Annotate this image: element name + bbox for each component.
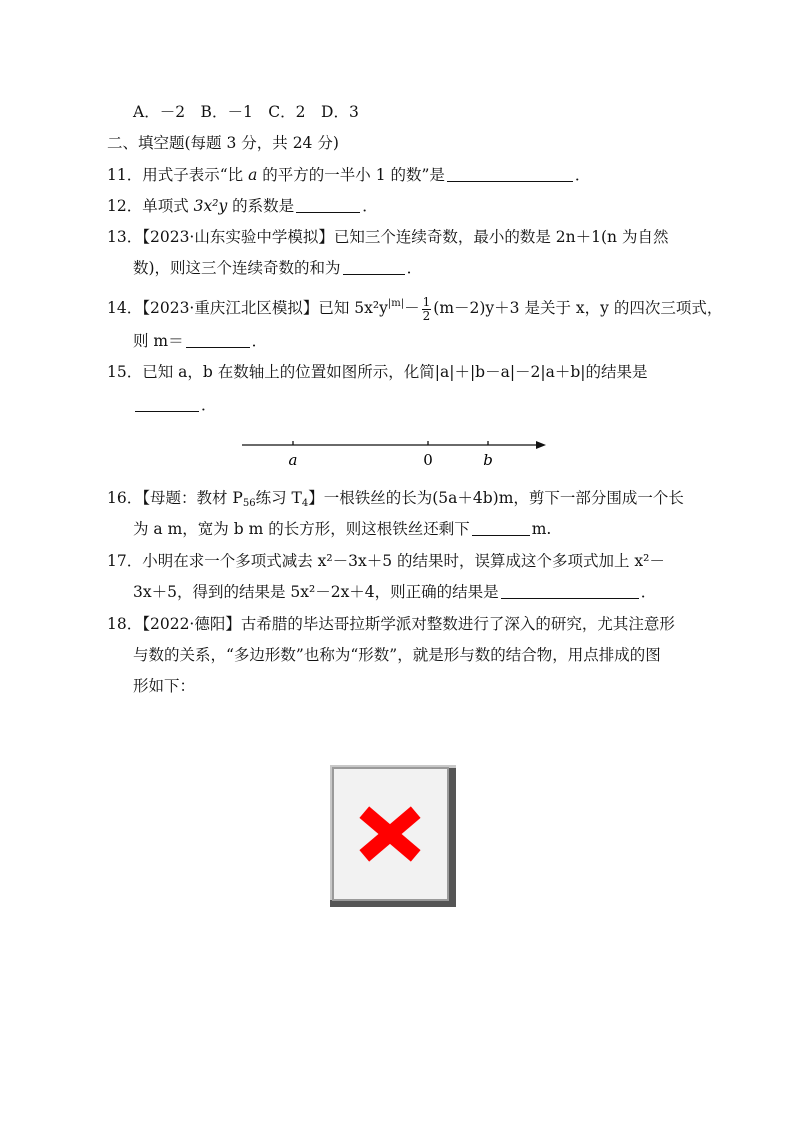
broken-image-icon	[330, 765, 456, 907]
question-14-line1	[107, 295, 722, 323]
question-13-line2	[133, 258, 422, 278]
question-17-line1	[107, 551, 665, 571]
source-tag: 【2023·重庆江北区模拟】	[142, 299, 319, 317]
question-16-line2	[133, 519, 551, 539]
answer-blank[interactable]	[343, 260, 405, 275]
question-15-line1	[107, 362, 648, 382]
question-13-line1	[107, 227, 668, 247]
question-text: 的系数是	[227, 197, 295, 215]
options-line: A．－2 B．－1 C．2 D．3	[133, 103, 359, 121]
question-text: 与数的关系，“多边形数”也称为“形数”，就是形与数的结合物，用点排成的图	[133, 646, 661, 664]
question-number: 15．	[107, 363, 143, 381]
question-16-line1	[107, 488, 684, 508]
question-number: 16．	[107, 489, 143, 507]
minus-sign: －	[404, 299, 420, 317]
question-15-line2	[133, 395, 217, 415]
question-text: 小明在求一个多项式减去 x²－3x＋5 的结果时，误算成这个多项式加上 x²－	[142, 552, 665, 570]
answer-blank[interactable]	[186, 333, 250, 348]
question-text: 形如下：	[133, 677, 196, 695]
answer-blank[interactable]	[447, 167, 573, 182]
question-text: 已知 5x²y	[318, 299, 388, 317]
question-18-line2	[133, 645, 661, 665]
question-number: 14．	[107, 299, 143, 317]
question-number: 12．	[107, 197, 143, 215]
answer-blank[interactable]	[135, 397, 199, 412]
label-a: a	[288, 451, 298, 468]
punctuation: ．	[201, 396, 217, 414]
label-b: b	[483, 451, 493, 468]
question-number: 11．	[107, 166, 143, 184]
exponent: |m|	[387, 298, 405, 309]
question-text: 古希腊的毕达哥拉斯学派对整数进行了深入的研究，尤其注意形	[240, 615, 675, 633]
section-title: 二、填空题(每题 3 分，共 24 分)	[107, 134, 339, 152]
punctuation: ．	[362, 197, 378, 215]
question-text: 为 a m，宽为 b m 的长方形，则这根铁丝还剩下	[133, 520, 470, 538]
question-text: 单项式	[142, 197, 194, 215]
question-17-line2	[133, 582, 656, 602]
question-text: 已知 a，b 在数轴上的位置如图所示，化简|a|＋|b－a|－2|a＋b|的结果是	[142, 363, 648, 381]
question-text: 一根铁丝的长为(5a＋4b)m，剪下一部分围成一个长	[323, 489, 684, 507]
source-tag: 【2022·德阳】	[142, 615, 241, 633]
question-14-line2	[133, 331, 267, 351]
question-text: 已知三个连续奇数，最小的数是 2n＋1(n 为自然	[333, 228, 669, 246]
unit: m.	[531, 520, 552, 538]
question-number: 13．	[107, 228, 143, 246]
math-expression: 3x²y	[193, 197, 228, 215]
punctuation: ．	[251, 332, 268, 350]
answer-blank[interactable]	[296, 198, 360, 213]
answer-blank[interactable]	[472, 521, 530, 536]
denominator: 2	[422, 308, 431, 323]
question-18-line3	[133, 676, 195, 696]
variable: a	[248, 166, 258, 184]
label-0: 0	[423, 451, 433, 468]
question-text: (m－2)y＋3 是关于 x，y 的四次三项式，	[433, 299, 723, 317]
fraction	[422, 296, 432, 323]
punctuation: ．	[574, 166, 591, 184]
punctuation: ．	[406, 259, 423, 277]
source-tag: 【2023·山东实验中学模拟】	[142, 228, 334, 246]
question-number: 18．	[107, 615, 143, 633]
question-text: 3x＋5，得到的结果是 5x²－2x＋4，则正确的结果是	[133, 583, 499, 601]
question-text: 的平方的一半小 1 的数”是	[257, 166, 445, 184]
question-text: 则 m＝	[133, 332, 184, 350]
question-18-line1	[107, 614, 675, 634]
question-text: 数)，则这三个连续奇数的和为	[133, 259, 341, 277]
number-line	[240, 428, 550, 468]
number-line-arrow	[536, 441, 546, 449]
question-12	[107, 196, 378, 216]
question-11	[107, 165, 590, 185]
punctuation: ．	[640, 583, 657, 601]
question-number: 17．	[107, 552, 143, 570]
answer-blank[interactable]	[501, 584, 639, 599]
source-tag: 【母题：教材 $P_{56}$练习 $T_4$】	[142, 489, 324, 509]
numerator: 1	[422, 294, 431, 309]
question-text: 用式子表示“比	[142, 166, 249, 184]
